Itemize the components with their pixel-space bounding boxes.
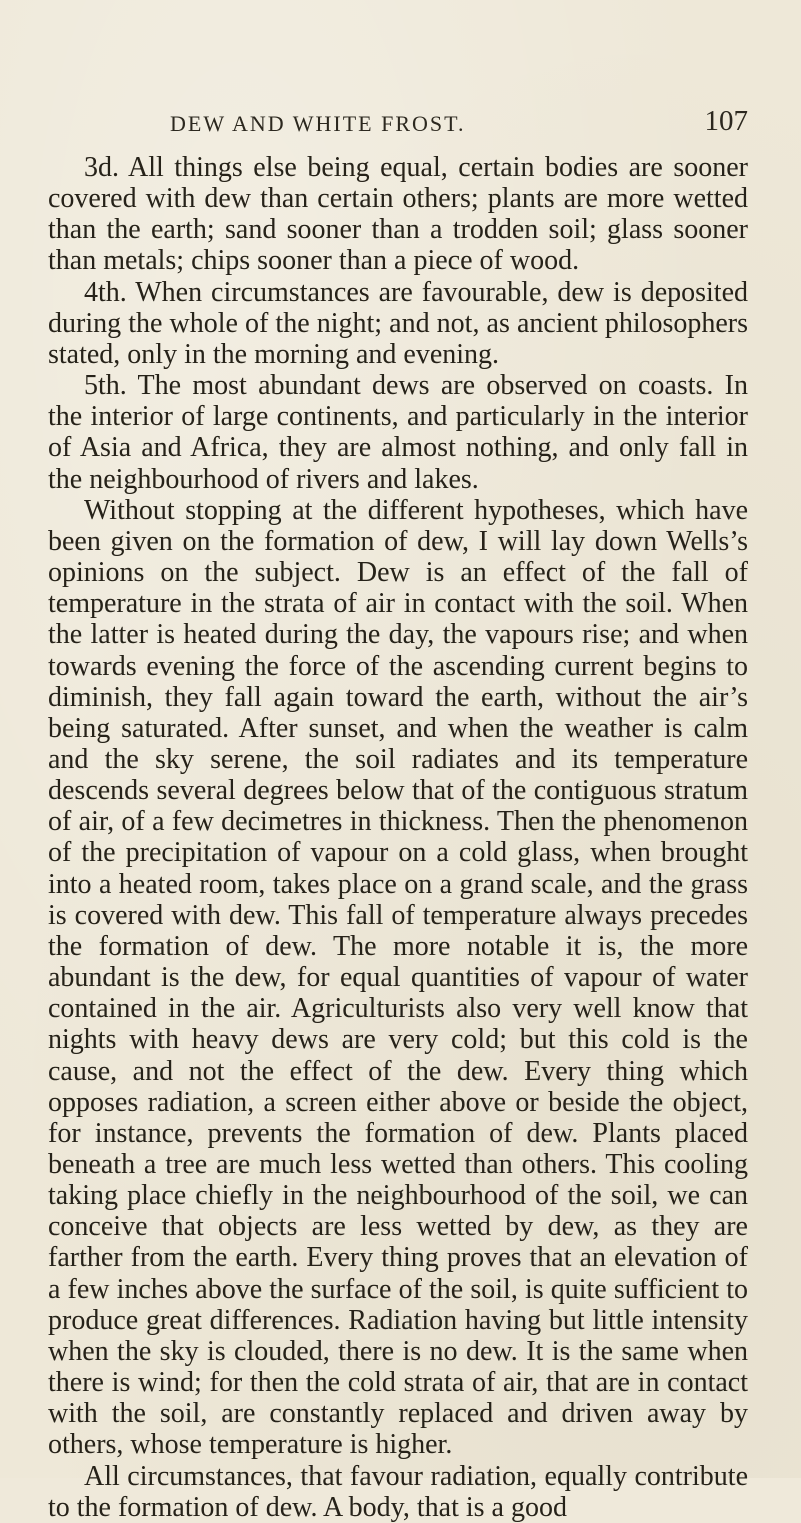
paragraph-point-5: 5th. The most abundant dews are observed on coasts. In the interior of large continents, and particularly in the interior of Asia and Africa, they are almost nothing, and only fall in the neighbourhood of rivers and lakes. — [48, 370, 748, 495]
paragraph-point-3: 3d. All things else being equal, certain bodies are sooner covered with dew than certain others; plants are more wetted than the earth; sand sooner than a trodden soil; glass sooner than metals; chips sooner than a piece of wood. — [48, 152, 748, 277]
body-text — [48, 152, 748, 1523]
running-title: DEW AND WHITE FROST. — [170, 111, 466, 136]
paragraph-radiation: All circumstances, that favour radiation, equally contribute to the formation of dew. A body, that is a good — [48, 1460, 748, 1523]
running-head — [48, 105, 748, 141]
paragraph-wells-theory: Without stopping at the different hypotheses, which have been given on the formation of dew, I will lay down Wells’s opinions on the subject. Dew is an effect of the fall of temperature in the strata of air in contact with the soil. When the latter is heated during the day, the vapours rise; and when towards evening the force of the ascending current begins to diminish, they fall again toward the earth, without the air’s being saturated. After sunset, and when the weather is calm and the sky serene, the soil radiates and its temperature descends several degrees below that of the contiguous stratum of air, of a few decimetres in thickness. Then the phenomenon of the precipitation of vapour on a cold glass, when brought into a heated room, takes place on a grand scale, and the grass is covered with dew. This fall of temperature always precedes the formation of dew. The more notable it is, the more abundant is the dew, for equal quantities of vapour of water contained in the air. Agriculturists also very well know that nights with heavy dews are very cold; but this cold is the cause, and not the effect of the dew. Every thing which opposes radiation, a screen either above or beside the object, for instance, prevents the formation of dew. Plants placed beneath a tree are much less wetted than others. This cooling taking place chiefly in the neighbourhood of the soil, we can conceive that objects are less wetted by dew, as they are farther from the earth. Every thing proves that an elevation of a few inches above the surface of the soil, is quite sufficient to produce great differences. Radiation having but little intensity when the sky is clouded, there is no dew. It is the same when there is wind; for then the cold strata of air, that are in contact with the soil, are constantly replaced and driven away by others, whose temperature is higher. — [48, 494, 748, 1461]
paragraph-point-4: 4th. When circumstances are favourable, dew is deposited during the whole of the night; and not, as ancient philosophers stated, only in the morning and evening. — [48, 276, 748, 370]
page-number: 107 — [704, 105, 748, 137]
